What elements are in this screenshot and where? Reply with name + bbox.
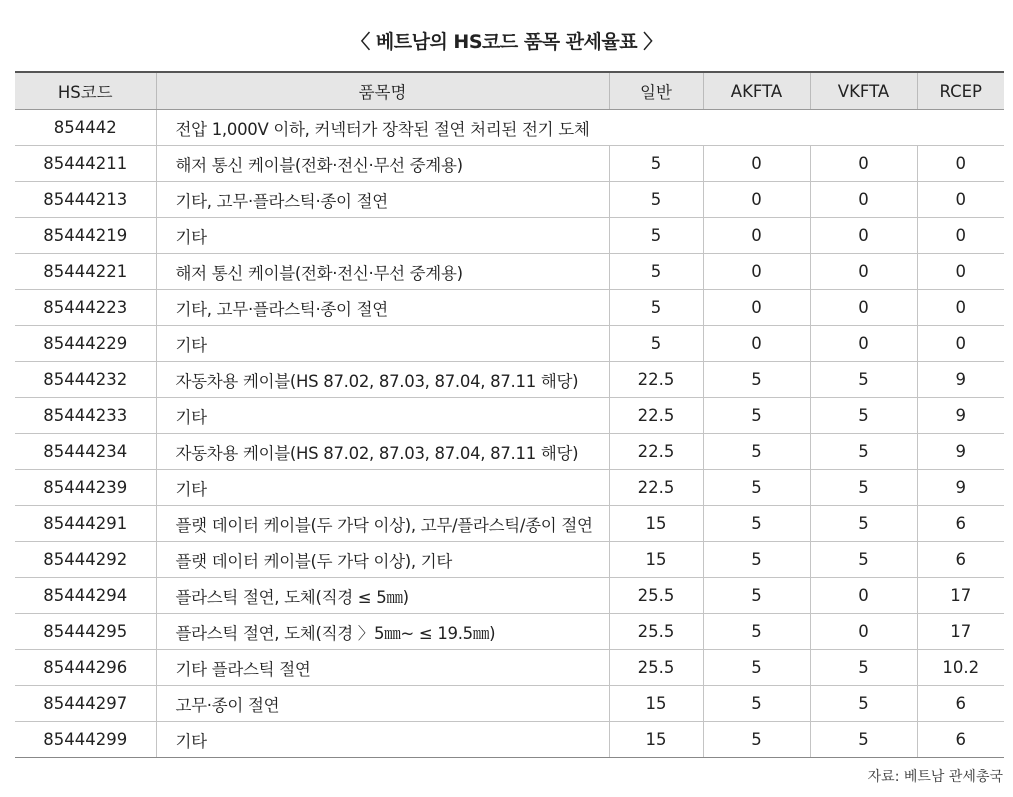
col-header-item-name: 품목명 — [156, 72, 609, 110]
item-name-cell: 해저 통신 케이블(전화·전신·무선 중계용) — [156, 146, 609, 182]
col-header-rcep: RCEP — [917, 72, 1004, 110]
akfta-rate-cell: 5 — [703, 542, 810, 578]
akfta-rate-cell: 0 — [703, 218, 810, 254]
rcep-rate-cell: 6 — [917, 686, 1004, 722]
rcep-rate-cell: 0 — [917, 254, 1004, 290]
col-header-general: 일반 — [609, 72, 703, 110]
table-row — [15, 182, 1004, 218]
general-rate-cell: 5 — [609, 326, 703, 362]
hs-code-cell: 85444229 — [15, 326, 156, 362]
table-row — [15, 722, 1004, 758]
akfta-rate-cell: 5 — [703, 722, 810, 758]
vkfta-rate-cell: 5 — [810, 470, 917, 506]
general-rate-cell: 5 — [609, 218, 703, 254]
general-rate-cell: 25.5 — [609, 578, 703, 614]
table-row — [15, 470, 1004, 506]
source-note: 자료: 베트남 관세총국 — [867, 769, 1003, 785]
general-rate-cell: 15 — [609, 542, 703, 578]
table-row — [15, 542, 1004, 578]
akfta-rate-cell: 5 — [703, 686, 810, 722]
hs-code-cell: 85444219 — [15, 218, 156, 254]
rcep-rate-cell: 9 — [917, 362, 1004, 398]
hs-code-cell: 85444297 — [15, 686, 156, 722]
hs-code-cell: 85444213 — [15, 182, 156, 218]
item-name-cell: 기타 플라스틱 절연 — [156, 650, 609, 686]
item-name-cell: 고무·종이 절연 — [156, 686, 609, 722]
vkfta-rate-cell: 0 — [810, 218, 917, 254]
table-title: 〈 베트남의 HS코드 품목 관세율표 〉 — [351, 31, 662, 53]
general-rate-cell: 15 — [609, 506, 703, 542]
rcep-rate-cell: 0 — [917, 290, 1004, 326]
col-header-akfta: AKFTA — [703, 72, 810, 110]
table-row — [15, 434, 1004, 470]
akfta-rate-cell: 5 — [703, 650, 810, 686]
hs-code-cell: 85444211 — [15, 146, 156, 182]
hs-code-cell: 85444296 — [15, 650, 156, 686]
rcep-rate-cell: 6 — [917, 542, 1004, 578]
table-row — [15, 254, 1004, 290]
table-row — [15, 506, 1004, 542]
table-row — [15, 614, 1004, 650]
hs-code-cell: 85444295 — [15, 614, 156, 650]
general-rate-cell: 25.5 — [609, 650, 703, 686]
item-name-cell: 기타, 고무·플라스틱·종이 절연 — [156, 182, 609, 218]
table-row — [15, 578, 1004, 614]
rcep-rate-cell: 0 — [917, 146, 1004, 182]
akfta-rate-cell: 0 — [703, 182, 810, 218]
akfta-rate-cell: 5 — [703, 614, 810, 650]
hs-code-cell: 85444292 — [15, 542, 156, 578]
akfta-rate-cell: 5 — [703, 506, 810, 542]
vkfta-rate-cell: 0 — [810, 146, 917, 182]
general-rate-cell: 25.5 — [609, 614, 703, 650]
vkfta-rate-cell: 5 — [810, 362, 917, 398]
hs-code-cell: 85444233 — [15, 398, 156, 434]
hs-code-cell: 85444299 — [15, 722, 156, 758]
item-name-cell: 기타 — [156, 398, 609, 434]
hs-code-cell: 85444221 — [15, 254, 156, 290]
item-name-cell: 플라스틱 절연, 도체(직경 ≤ 5㎜) — [156, 578, 609, 614]
table-row — [15, 686, 1004, 722]
general-rate-cell: 22.5 — [609, 362, 703, 398]
header-row — [15, 72, 1004, 110]
item-name-cell: 기타 — [156, 722, 609, 758]
rcep-rate-cell: 9 — [917, 434, 1004, 470]
col-header-hs-code: HS코드 — [15, 72, 156, 110]
item-name-cell: 기타 — [156, 326, 609, 362]
table-row — [15, 110, 1004, 146]
hs-code-cell: 85444234 — [15, 434, 156, 470]
table-row — [15, 362, 1004, 398]
item-name-cell: 기타 — [156, 218, 609, 254]
vkfta-rate-cell: 0 — [810, 614, 917, 650]
hs-code-cell: 85444232 — [15, 362, 156, 398]
rcep-rate-cell: 9 — [917, 470, 1004, 506]
vkfta-rate-cell: 5 — [810, 398, 917, 434]
general-rate-cell: 15 — [609, 686, 703, 722]
item-name-cell: 플랫 데이터 케이블(두 가닥 이상), 고무/플라스틱/종이 절연 — [156, 506, 609, 542]
akfta-rate-cell: 5 — [703, 578, 810, 614]
hs-code-cell: 85444223 — [15, 290, 156, 326]
col-header-vkfta: VKFTA — [810, 72, 917, 110]
rcep-rate-cell: 17 — [917, 578, 1004, 614]
vkfta-rate-cell: 0 — [810, 254, 917, 290]
rcep-rate-cell: 6 — [917, 506, 1004, 542]
tariff-table — [15, 71, 1004, 758]
akfta-rate-cell: 0 — [703, 290, 810, 326]
vkfta-rate-cell: 5 — [810, 434, 917, 470]
item-name-cell: 기타, 고무·플라스틱·종이 절연 — [156, 290, 609, 326]
rcep-rate-cell: 6 — [917, 722, 1004, 758]
vkfta-rate-cell: 5 — [810, 542, 917, 578]
akfta-rate-cell: 0 — [703, 254, 810, 290]
item-name-cell: 자동차용 케이블(HS 87.02, 87.03, 87.04, 87.11 해당) — [156, 434, 609, 470]
general-rate-cell: 22.5 — [609, 398, 703, 434]
general-rate-cell: 5 — [609, 182, 703, 218]
table-row — [15, 650, 1004, 686]
general-rate-cell: 22.5 — [609, 434, 703, 470]
hs-code-cell: 854442 — [15, 110, 156, 146]
vkfta-rate-cell: 0 — [810, 326, 917, 362]
item-name-cell: 전압 1,000V 이하, 커넥터가 장착된 절연 처리된 전기 도체 — [156, 110, 1004, 146]
table-row — [15, 326, 1004, 362]
akfta-rate-cell: 5 — [703, 470, 810, 506]
akfta-rate-cell: 5 — [703, 362, 810, 398]
hs-code-cell: 85444294 — [15, 578, 156, 614]
item-name-cell: 기타 — [156, 470, 609, 506]
rcep-rate-cell: 10.2 — [917, 650, 1004, 686]
item-name-cell: 플라스틱 절연, 도체(직경 〉5㎜~ ≤ 19.5㎜) — [156, 614, 609, 650]
table-row — [15, 290, 1004, 326]
vkfta-rate-cell: 0 — [810, 182, 917, 218]
general-rate-cell: 15 — [609, 722, 703, 758]
general-rate-cell: 5 — [609, 290, 703, 326]
table-row — [15, 146, 1004, 182]
rcep-rate-cell: 9 — [917, 398, 1004, 434]
rcep-rate-cell: 0 — [917, 326, 1004, 362]
rcep-rate-cell: 0 — [917, 218, 1004, 254]
akfta-rate-cell: 5 — [703, 434, 810, 470]
vkfta-rate-cell: 0 — [810, 578, 917, 614]
akfta-rate-cell: 5 — [703, 398, 810, 434]
vkfta-rate-cell: 0 — [810, 290, 917, 326]
hs-code-cell: 85444291 — [15, 506, 156, 542]
vkfta-rate-cell: 5 — [810, 506, 917, 542]
item-name-cell: 해저 통신 케이블(전화·전신·무선 중계용) — [156, 254, 609, 290]
general-rate-cell: 22.5 — [609, 470, 703, 506]
vkfta-rate-cell: 5 — [810, 686, 917, 722]
vkfta-rate-cell: 5 — [810, 722, 917, 758]
general-rate-cell: 5 — [609, 146, 703, 182]
item-name-cell: 자동차용 케이블(HS 87.02, 87.03, 87.04, 87.11 해당) — [156, 362, 609, 398]
akfta-rate-cell: 0 — [703, 146, 810, 182]
hs-code-cell: 85444239 — [15, 470, 156, 506]
table-row — [15, 398, 1004, 434]
item-name-cell: 플랫 데이터 케이블(두 가닥 이상), 기타 — [156, 542, 609, 578]
vkfta-rate-cell: 5 — [810, 650, 917, 686]
rcep-rate-cell: 0 — [917, 182, 1004, 218]
general-rate-cell: 5 — [609, 254, 703, 290]
rcep-rate-cell: 17 — [917, 614, 1004, 650]
table-row — [15, 218, 1004, 254]
akfta-rate-cell: 0 — [703, 326, 810, 362]
